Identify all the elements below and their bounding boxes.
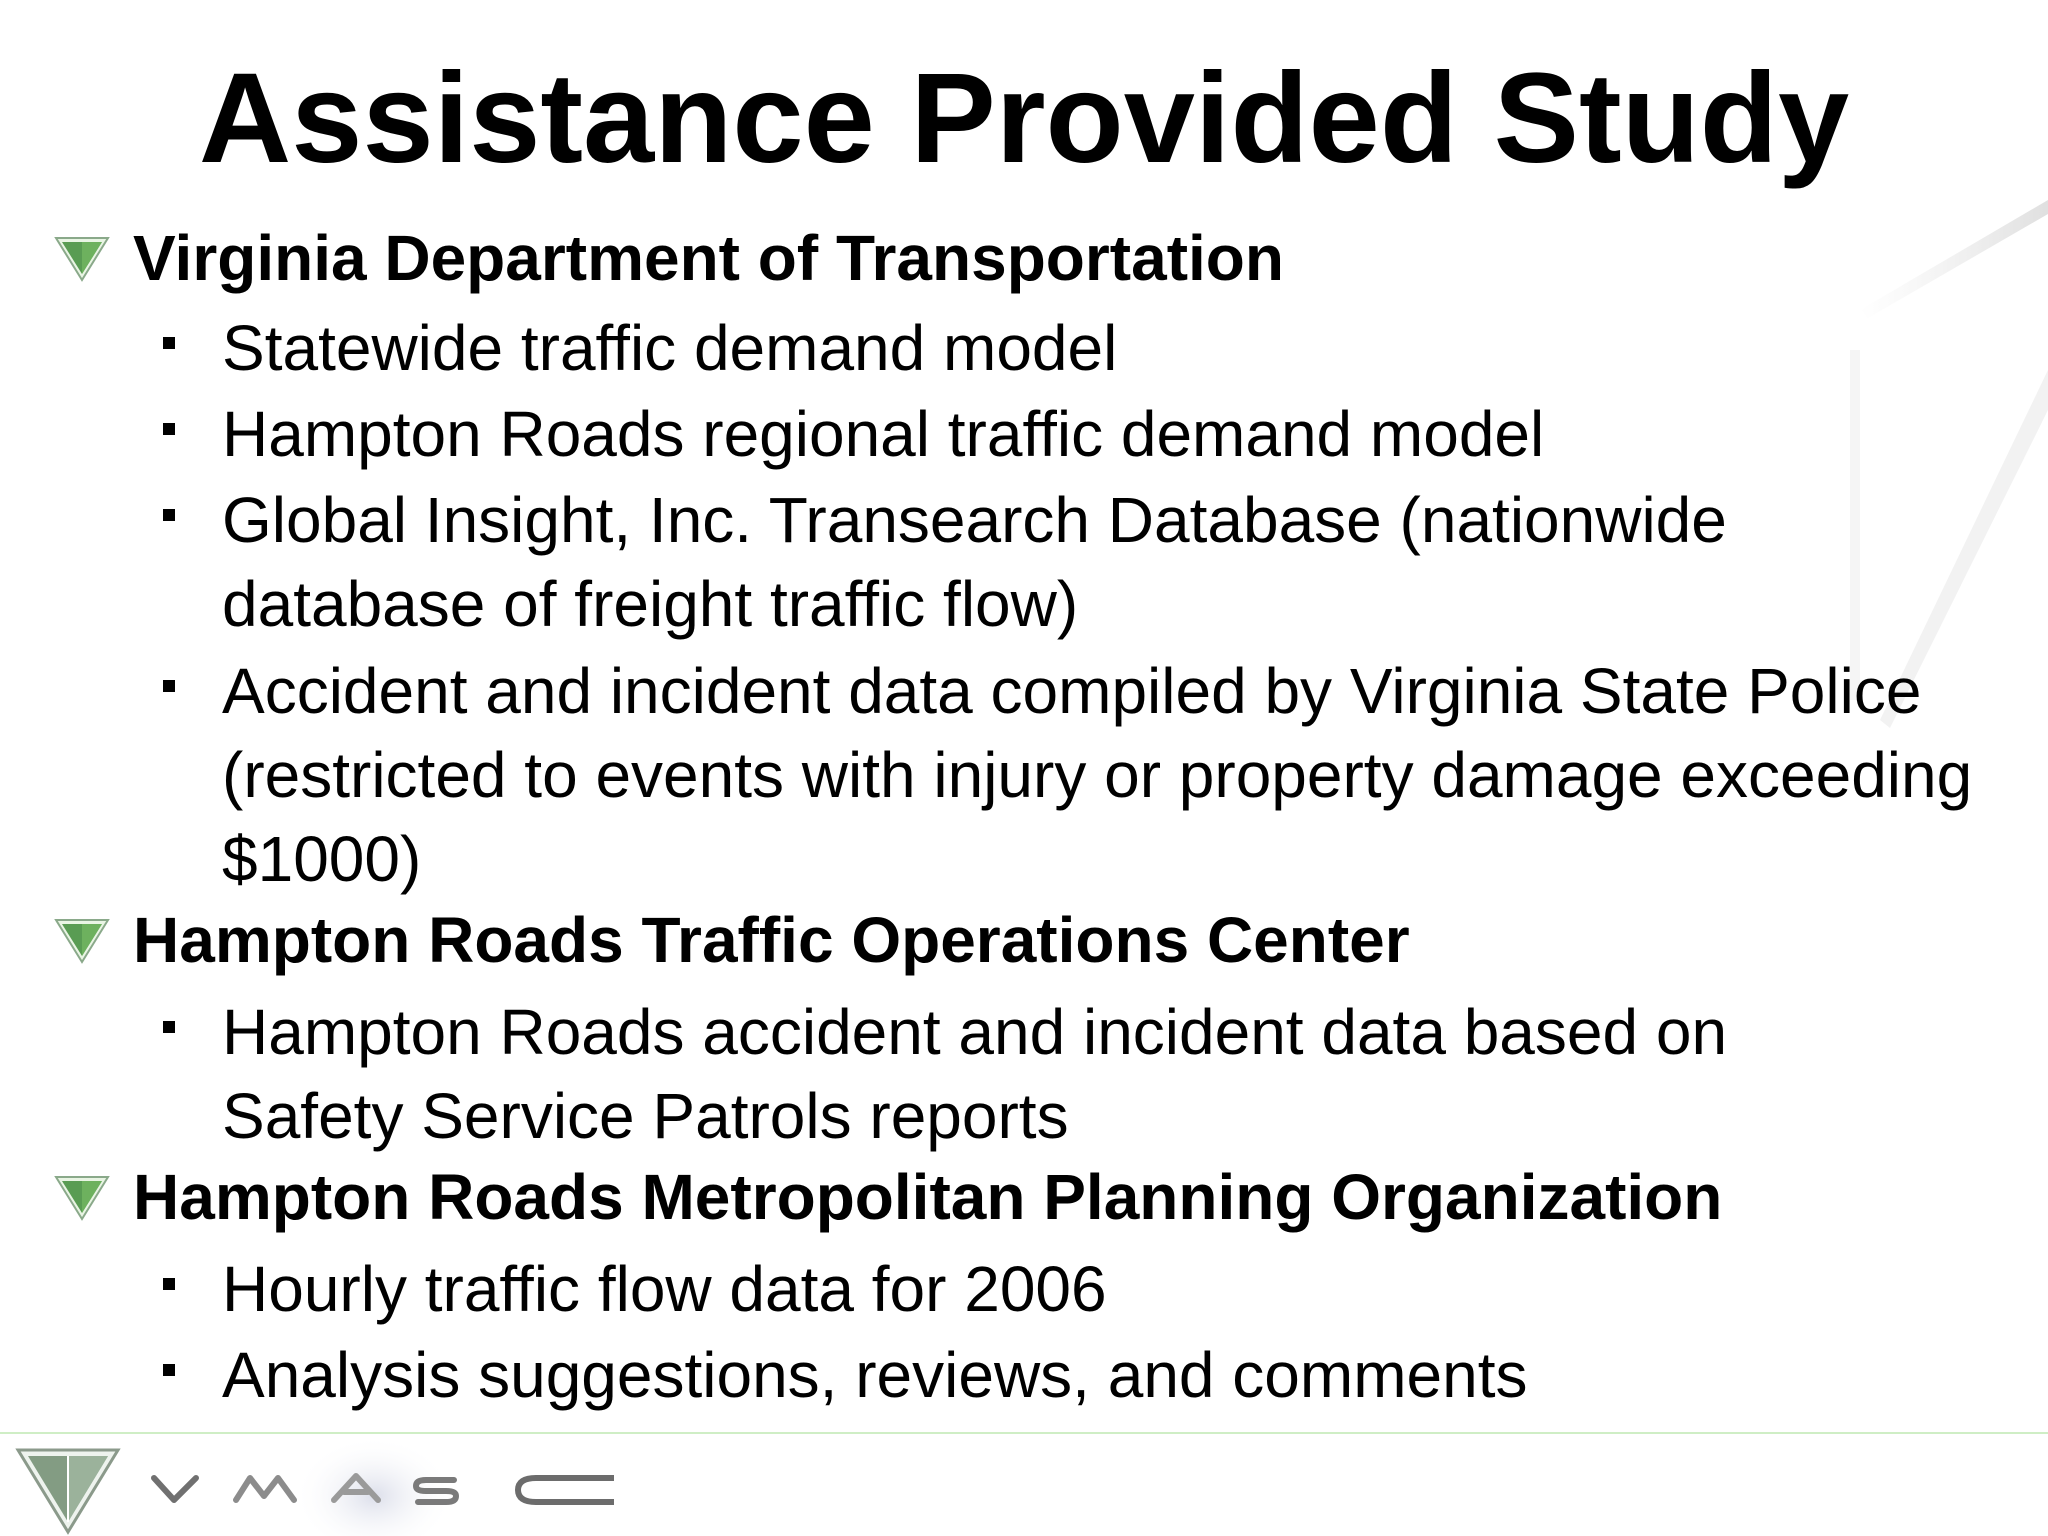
green-triangle-bullet-icon bbox=[54, 916, 110, 966]
green-triangle-bullet-icon bbox=[54, 234, 110, 284]
list-item: Hampton Roads regional traffic demand model bbox=[222, 398, 1545, 470]
square-bullet-icon bbox=[163, 1278, 175, 1290]
section-heading-vdot: Virginia Department of Transportation bbox=[133, 222, 1284, 294]
square-bullet-icon bbox=[163, 1021, 175, 1033]
list-item: Statewide traffic demand model bbox=[222, 312, 1118, 384]
square-bullet-icon bbox=[163, 337, 175, 349]
footer-divider bbox=[0, 1432, 2048, 1434]
list-item: Hampton Roads accident and incident data based on Safety Service Patrols reports bbox=[222, 996, 1728, 1152]
vmasc-triangle-logo-icon bbox=[18, 1450, 118, 1532]
list-item: Accident and incident data compiled by Virginia State Police (restricted to events with injury or property damage exceeding $1000) bbox=[222, 655, 1973, 895]
square-bullet-icon bbox=[163, 1364, 175, 1376]
square-bullet-icon bbox=[163, 680, 175, 692]
square-bullet-icon bbox=[163, 423, 175, 435]
list-item: Global Insight, Inc. Transearch Database (nationwide database of freight traffic flow) bbox=[222, 484, 1727, 640]
green-triangle-bullet-icon bbox=[54, 1173, 110, 1223]
list-item: Hourly traffic flow data for 2006 bbox=[222, 1253, 1107, 1325]
slide-title: Assistance Provided Study bbox=[198, 47, 1850, 190]
square-bullet-icon bbox=[163, 509, 175, 521]
section-heading-mpo: Hampton Roads Metropolitan Planning Organization bbox=[133, 1161, 1723, 1233]
list-item: Analysis suggestions, reviews, and comments bbox=[222, 1339, 1528, 1411]
vmasc-logo bbox=[14, 1436, 614, 1536]
section-heading-traffic-operations: Hampton Roads Traffic Operations Center bbox=[133, 904, 1410, 976]
